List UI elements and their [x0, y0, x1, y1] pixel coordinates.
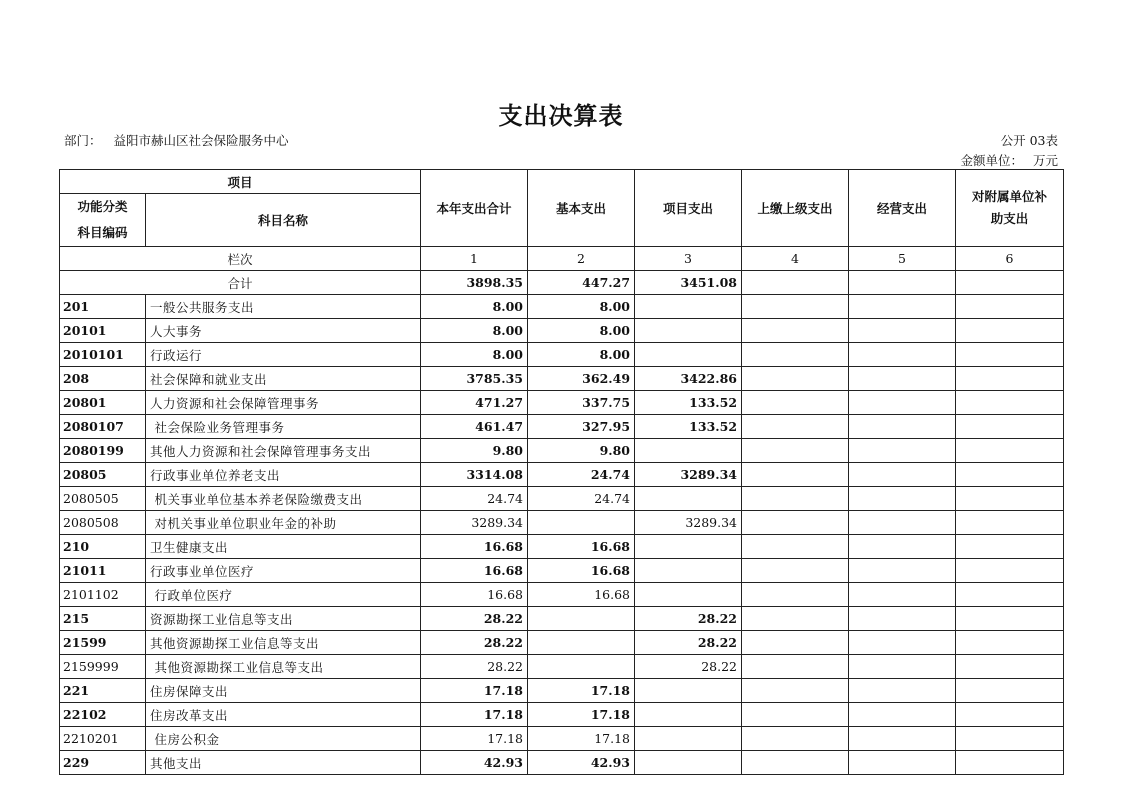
- row-project: [635, 751, 742, 775]
- row-total: 8.00: [421, 295, 528, 319]
- row-total: 24.74: [421, 487, 528, 511]
- row-upper: [742, 487, 849, 511]
- row-project: [635, 487, 742, 511]
- row-upper: [742, 751, 849, 775]
- row-project: 3422.86: [635, 367, 742, 391]
- row-code: 201: [60, 295, 146, 319]
- table-row: [60, 535, 1064, 559]
- row-upper: [742, 679, 849, 703]
- row-total: 8.00: [421, 343, 528, 367]
- table-row: [60, 439, 1064, 463]
- row-basic: 24.74: [528, 463, 635, 487]
- row-subsidy: [956, 751, 1064, 775]
- row-business: [849, 751, 956, 775]
- row-subject-name: 其他人力资源和社会保障管理事务支出: [146, 439, 421, 463]
- row-basic: 8.00: [528, 343, 635, 367]
- table-row: [60, 631, 1064, 655]
- row-project: [635, 679, 742, 703]
- row-total: 42.93: [421, 751, 528, 775]
- header-subsidy: 对附属单位补助支出: [956, 170, 1064, 247]
- row-subsidy: [956, 367, 1064, 391]
- row-subject-name: 一般公共服务支出: [146, 295, 421, 319]
- row-total: 17.18: [421, 679, 528, 703]
- row-business: [849, 439, 956, 463]
- row-total: 3785.35: [421, 367, 528, 391]
- row-upper: [742, 535, 849, 559]
- row-upper: [742, 343, 849, 367]
- row-business: [849, 391, 956, 415]
- row-subsidy: [956, 607, 1064, 631]
- row-project: 28.22: [635, 655, 742, 679]
- row-subject-name: 行政事业单位医疗: [146, 559, 421, 583]
- row-basic: [528, 655, 635, 679]
- header-total: 本年支出合计: [421, 170, 528, 247]
- row-subsidy: [956, 343, 1064, 367]
- row-code: 20801: [60, 391, 146, 415]
- total-row-label: 合计: [60, 271, 421, 295]
- row-basic: 8.00: [528, 295, 635, 319]
- row-basic: [528, 631, 635, 655]
- row-subsidy: [956, 511, 1064, 535]
- row-subsidy: [956, 439, 1064, 463]
- row-basic: 8.00: [528, 319, 635, 343]
- row-upper: [742, 319, 849, 343]
- row-project: 28.22: [635, 607, 742, 631]
- row-basic: 16.68: [528, 583, 635, 607]
- row-basic: 362.49: [528, 367, 635, 391]
- row-subsidy: [956, 583, 1064, 607]
- row-project: [635, 319, 742, 343]
- row-upper: [742, 439, 849, 463]
- row-upper: [742, 391, 849, 415]
- public-table-number: 公开 03表: [1000, 133, 1058, 148]
- page-title: 支出决算表: [498, 102, 624, 130]
- column-index: 1: [421, 247, 528, 271]
- row-basic: 16.68: [528, 535, 635, 559]
- row-business: [849, 703, 956, 727]
- row-business: [849, 607, 956, 631]
- row-upper: [742, 631, 849, 655]
- row-total: 17.18: [421, 727, 528, 751]
- row-basic: 9.80: [528, 439, 635, 463]
- header-basic: 基本支出: [528, 170, 635, 247]
- row-subject-name: 资源勘探工业信息等支出: [146, 607, 421, 631]
- table-row: [60, 367, 1064, 391]
- row-project: 3289.34: [635, 511, 742, 535]
- row-subsidy: [956, 319, 1064, 343]
- row-upper: [742, 583, 849, 607]
- column-row-label: 栏次: [60, 247, 421, 271]
- header-business: 经营支出: [849, 170, 956, 247]
- row-subject-name: 对机关事业单位职业年金的补助: [146, 511, 421, 535]
- expenditure-table: [59, 169, 1064, 775]
- row-code: 215: [60, 607, 146, 631]
- row-subject-name: 行政单位医疗: [146, 583, 421, 607]
- row-total: 461.47: [421, 415, 528, 439]
- row-project: 3289.34: [635, 463, 742, 487]
- header-project: 项目: [60, 170, 421, 194]
- table-row: [60, 655, 1064, 679]
- row-subsidy: [956, 391, 1064, 415]
- row-project: [635, 295, 742, 319]
- row-subsidy: [956, 631, 1064, 655]
- row-business: [849, 535, 956, 559]
- row-code: 21599: [60, 631, 146, 655]
- row-upper: [742, 415, 849, 439]
- header-upper: 上缴上级支出: [742, 170, 849, 247]
- row-total: 16.68: [421, 583, 528, 607]
- row-basic: 17.18: [528, 703, 635, 727]
- table-row: [60, 343, 1064, 367]
- row-business: [849, 367, 956, 391]
- table-row: [60, 415, 1064, 439]
- column-index: 4: [742, 247, 849, 271]
- total-basic: 447.27: [528, 271, 635, 295]
- row-code: 2080107: [60, 415, 146, 439]
- column-index: 5: [849, 247, 956, 271]
- row-upper: [742, 463, 849, 487]
- row-subject-name: 社会保障和就业支出: [146, 367, 421, 391]
- header-project-expenditure: 项目支出: [635, 170, 742, 247]
- row-total: 16.68: [421, 535, 528, 559]
- row-subject-name: 人力资源和社会保障管理事务: [146, 391, 421, 415]
- row-business: [849, 655, 956, 679]
- row-upper: [742, 607, 849, 631]
- row-project: [635, 703, 742, 727]
- row-code: 2080505: [60, 487, 146, 511]
- row-total: 8.00: [421, 319, 528, 343]
- total-amount: 3898.35: [421, 271, 528, 295]
- row-code: 2101102: [60, 583, 146, 607]
- row-code: 20805: [60, 463, 146, 487]
- table-row: [60, 319, 1064, 343]
- row-subsidy: [956, 655, 1064, 679]
- row-basic: [528, 607, 635, 631]
- table-row: [60, 511, 1064, 535]
- column-index: 2: [528, 247, 635, 271]
- table-row: [60, 559, 1064, 583]
- row-business: [849, 679, 956, 703]
- row-business: [849, 487, 956, 511]
- row-business: [849, 343, 956, 367]
- table-row: [60, 703, 1064, 727]
- table-row: [60, 295, 1064, 319]
- unit-label: 金额单位：: [960, 153, 1023, 168]
- row-basic: 24.74: [528, 487, 635, 511]
- row-code: 229: [60, 751, 146, 775]
- row-project: [635, 439, 742, 463]
- row-subject-name: 其他资源勘探工业信息等支出: [146, 655, 421, 679]
- row-project: 28.22: [635, 631, 742, 655]
- row-business: [849, 559, 956, 583]
- row-basic: [528, 511, 635, 535]
- row-subsidy: [956, 559, 1064, 583]
- row-total: 16.68: [421, 559, 528, 583]
- row-subsidy: [956, 703, 1064, 727]
- row-upper: [742, 727, 849, 751]
- row-subject-name: 其他资源勘探工业信息等支出: [146, 631, 421, 655]
- row-business: [849, 583, 956, 607]
- total-project: 3451.08: [635, 271, 742, 295]
- row-total: 3289.34: [421, 511, 528, 535]
- column-index: 6: [956, 247, 1064, 271]
- column-index: 3: [635, 247, 742, 271]
- row-code: 221: [60, 679, 146, 703]
- row-project: [635, 343, 742, 367]
- row-subsidy: [956, 679, 1064, 703]
- row-subject-name: 人大事务: [146, 319, 421, 343]
- row-basic: 327.95: [528, 415, 635, 439]
- table-row: [60, 607, 1064, 631]
- department-label: 部门：: [64, 133, 102, 148]
- row-total: 28.22: [421, 655, 528, 679]
- row-code: 2080199: [60, 439, 146, 463]
- row-project: 133.52: [635, 415, 742, 439]
- row-business: [849, 295, 956, 319]
- row-total: 3314.08: [421, 463, 528, 487]
- row-upper: [742, 295, 849, 319]
- row-business: [849, 727, 956, 751]
- department-line: [64, 131, 289, 149]
- row-code: 22102: [60, 703, 146, 727]
- row-code: 210: [60, 535, 146, 559]
- row-subsidy: [956, 727, 1064, 751]
- row-total: 28.22: [421, 607, 528, 631]
- row-subject-name: 住房改革支出: [146, 703, 421, 727]
- amount-unit: [960, 151, 1058, 169]
- header-func-code: 功能分类科目编码: [60, 194, 146, 247]
- row-project: 133.52: [635, 391, 742, 415]
- row-business: [849, 415, 956, 439]
- header-subject-name: 科目名称: [146, 194, 421, 247]
- row-subsidy: [956, 415, 1064, 439]
- row-subsidy: [956, 535, 1064, 559]
- row-total: 28.22: [421, 631, 528, 655]
- row-basic: 17.18: [528, 679, 635, 703]
- row-subject-name: 住房保障支出: [146, 679, 421, 703]
- row-basic: 16.68: [528, 559, 635, 583]
- row-subject-name: 住房公积金: [146, 727, 421, 751]
- row-subject-name: 其他支出: [146, 751, 421, 775]
- row-business: [849, 631, 956, 655]
- row-basic: 17.18: [528, 727, 635, 751]
- row-subject-name: 社会保险业务管理事务: [146, 415, 421, 439]
- row-project: [635, 583, 742, 607]
- row-code: 208: [60, 367, 146, 391]
- row-basic: 337.75: [528, 391, 635, 415]
- row-code: 2080508: [60, 511, 146, 535]
- row-upper: [742, 559, 849, 583]
- table-row: [60, 751, 1064, 775]
- row-upper: [742, 367, 849, 391]
- row-basic: 42.93: [528, 751, 635, 775]
- table-row: [60, 463, 1064, 487]
- table-row: [60, 487, 1064, 511]
- row-total: 471.27: [421, 391, 528, 415]
- table-row: [60, 391, 1064, 415]
- row-code: 20101: [60, 319, 146, 343]
- department-name: 益阳市赫山区社会保险服务中心: [113, 133, 289, 148]
- row-subject-name: 机关事业单位基本养老保险缴费支出: [146, 487, 421, 511]
- row-upper: [742, 703, 849, 727]
- unit-value: 万元: [1032, 153, 1058, 168]
- row-upper: [742, 511, 849, 535]
- row-subject-name: 卫生健康支出: [146, 535, 421, 559]
- row-project: [635, 559, 742, 583]
- row-total: 9.80: [421, 439, 528, 463]
- row-project: [635, 727, 742, 751]
- row-business: [849, 319, 956, 343]
- row-code: 2010101: [60, 343, 146, 367]
- table-row: [60, 679, 1064, 703]
- table-row: [60, 583, 1064, 607]
- row-subsidy: [956, 487, 1064, 511]
- row-code: 2210201: [60, 727, 146, 751]
- table-row: [60, 727, 1064, 751]
- row-subsidy: [956, 295, 1064, 319]
- row-subsidy: [956, 463, 1064, 487]
- row-subject-name: 行政运行: [146, 343, 421, 367]
- row-total: 17.18: [421, 703, 528, 727]
- row-upper: [742, 655, 849, 679]
- row-subject-name: 行政事业单位养老支出: [146, 463, 421, 487]
- row-project: [635, 535, 742, 559]
- row-code: 2159999: [60, 655, 146, 679]
- row-code: 21011: [60, 559, 146, 583]
- row-business: [849, 511, 956, 535]
- row-business: [849, 463, 956, 487]
